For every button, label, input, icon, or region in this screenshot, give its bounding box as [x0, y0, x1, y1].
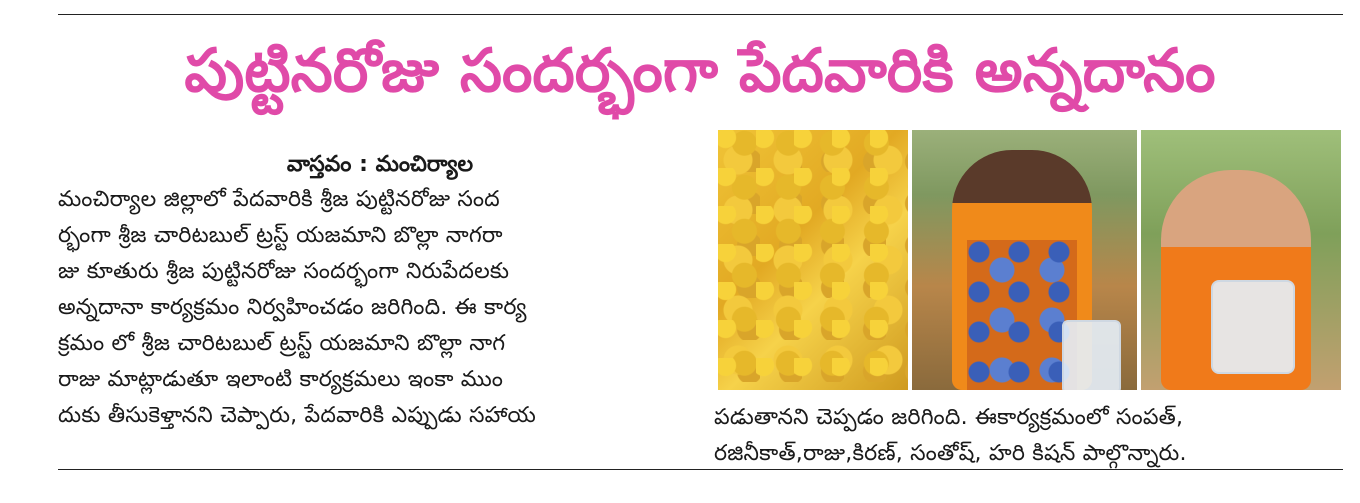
woman-photo [912, 130, 1137, 390]
top-rule [58, 14, 1343, 15]
body-line: పడుతానని చెప్పడం జరిగింది. ఈకార్యక్రమంలో సంపత్, [714, 405, 1184, 430]
body-line: జు కూతురు శ్రీజ పుట్టినరోజు సందర్భంగా నిరుపేదలకు [58, 259, 510, 284]
headline: పుట్టినరోజు సందర్భంగా పేదవారికి అన్నదానం [184, 36, 1216, 106]
photo-strip [718, 130, 1343, 390]
dateline: వాస్తవం : మంచిర్యాల [286, 152, 474, 177]
food-photo [718, 130, 908, 390]
water-bottle [1211, 280, 1295, 374]
body-line: ర్భంగా శ్రీజ చారిటబుల్ ట్రస్ట్ యజమాని బొల్లా నాగరా [58, 223, 503, 248]
body-line: మంచిర్యాల జిల్లాలో పేదవారికి శ్రీజ పుట్టినరోజు సంద [58, 187, 500, 212]
bottom-rule [58, 469, 1343, 470]
child-photo [1141, 130, 1341, 390]
body-line: క్రమం లో శ్రీజ చారిటబుల్ ట్రస్ట్ యజమాని బొల్లా నాగ [58, 331, 506, 356]
sari-pattern [967, 240, 1077, 390]
article-body-left [58, 182, 708, 434]
article-body-right [714, 400, 1354, 472]
body-line: అన్నదానా కార్యక్రమం నిర్వహించడం జరిగింది. ఈ కార్య [58, 295, 527, 320]
water-bottle [1062, 320, 1121, 390]
body-line: రాజు మాట్లాడుతూ ఇలాంటి కార్యక్రమలు ఇంకా ముం [58, 367, 504, 392]
body-line: రజినీకాత్,రాజు,కిరణ్, సంతోష్, హరి కిషన్ పాల్గొన్నారు. [714, 441, 1187, 466]
body-line: దుకు తీసుకెళ్తానని చెప్పారు, పేదవారికి ఎప్పుడు సహాయ [58, 403, 537, 428]
